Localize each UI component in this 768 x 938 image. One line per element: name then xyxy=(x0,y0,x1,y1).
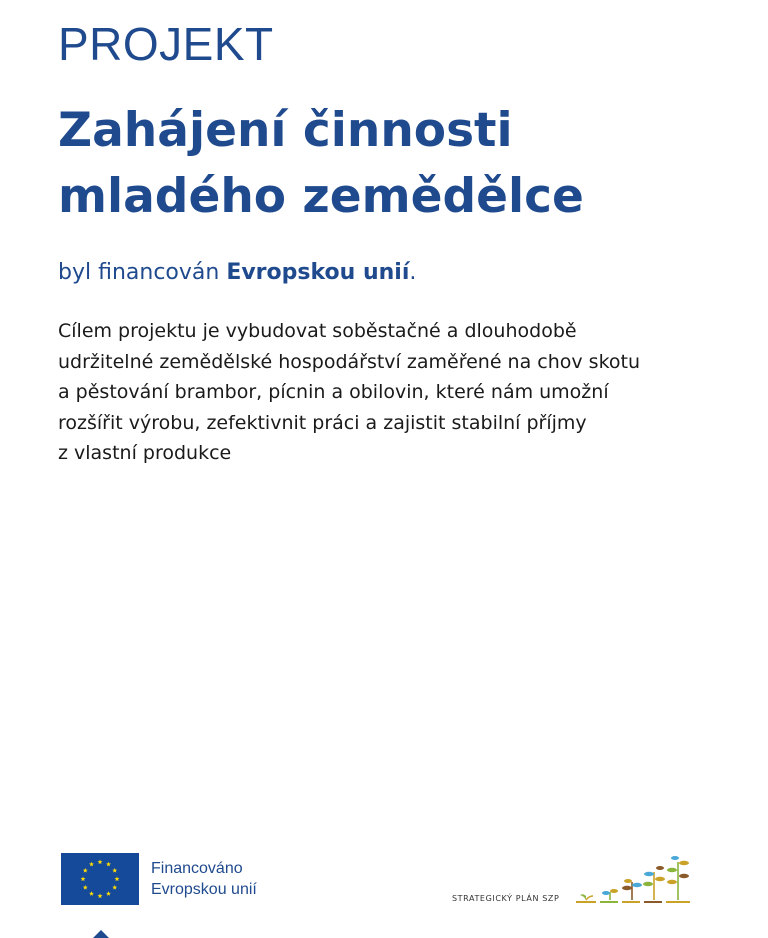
funding-statement xyxy=(58,259,416,288)
eu-logo-line1: Financováno xyxy=(151,860,243,877)
description-line: rozšířit výrobu, zefektivnit práci a zajistit stabilní příjmy xyxy=(58,411,587,434)
eu-flag-icon xyxy=(61,853,139,905)
eu-star-icon xyxy=(112,885,117,890)
description-line: udržitelné zemědělské hospodářství zaměřené na chov skotu xyxy=(58,350,641,373)
description-line: z vlastní produkce xyxy=(58,442,232,464)
project-description xyxy=(58,316,708,469)
eu-star-icon xyxy=(81,876,86,881)
szp-label: STRATEGICKÝ PLÁN SZP xyxy=(452,894,560,903)
eu-star-icon xyxy=(106,862,111,867)
eu-star-icon xyxy=(83,885,88,890)
eu-star-icon xyxy=(89,862,94,867)
bottom-arrow-mark xyxy=(93,930,109,938)
eu-star-icon xyxy=(89,891,94,896)
eu-funding-logo xyxy=(61,853,257,905)
eu-star-icon xyxy=(115,876,120,881)
page-kicker: PROJEKT xyxy=(58,18,274,70)
description-line: a pěstování brambor, pícnin a obilovin, které nám umožní xyxy=(58,381,609,403)
eu-star-icon xyxy=(98,859,103,864)
eu-logo-text xyxy=(151,858,257,900)
funding-suffix: . xyxy=(409,260,417,285)
funding-highlight: Evropskou unií xyxy=(226,260,410,285)
page-title: Zahájení činnosti mladého zemědělce xyxy=(58,103,584,224)
funding-prefix: byl financován xyxy=(58,260,227,285)
szp-logo xyxy=(450,852,706,908)
eu-star-icon xyxy=(112,868,117,873)
eu-star-icon xyxy=(106,891,111,896)
description-line: Cílem projektu je vybudovat soběstačné a dlouhodobě xyxy=(58,320,577,342)
eu-logo-line2: Evropskou unií xyxy=(151,881,257,898)
plant-growth-icon xyxy=(574,852,704,908)
eu-star-icon xyxy=(83,868,88,873)
eu-star-icon xyxy=(98,893,103,898)
